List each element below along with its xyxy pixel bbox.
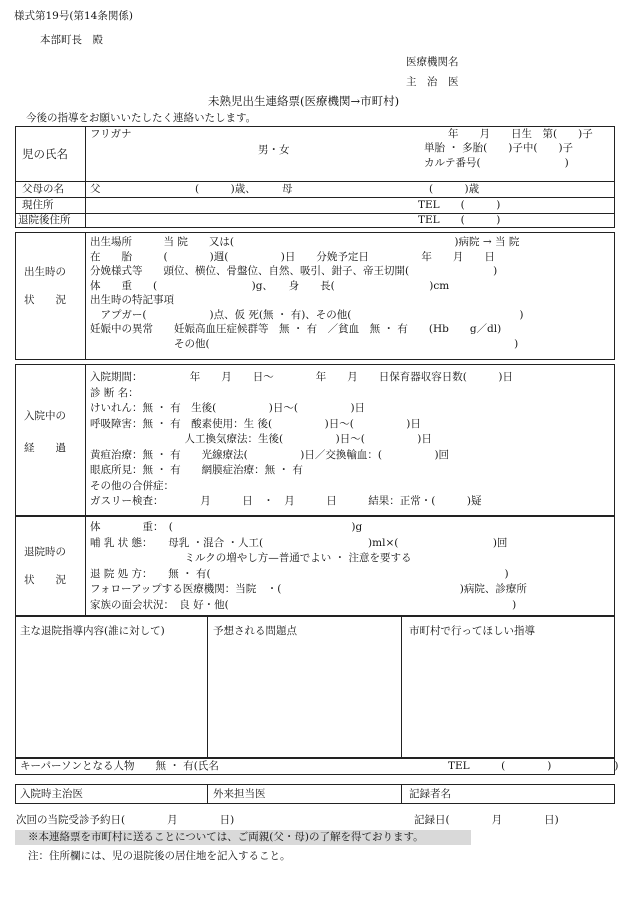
birth-line: その他( ) <box>90 337 519 350</box>
stay-label-1: 入院中の <box>24 410 66 422</box>
address-tel: TEL ( ) <box>418 199 501 211</box>
stay-line: 診 断 名： <box>90 386 139 399</box>
furigana-label: フリガナ <box>90 128 132 140</box>
stay-line: ガスリー検査： 月 日 ・ 月 日 結果：正常・( )疑 <box>90 495 482 507</box>
document-title: 未熟児出生連絡票(医療機関→市町村) <box>208 94 400 108</box>
consent-note: ※本連絡票を市町村に送ることについては、ご両親(父・母)の了解を得ております。 <box>28 831 424 843</box>
discharge-line: 哺 乳 状 態： 母乳 ・混合 ・人工( )ml×( )回 <box>90 536 508 549</box>
stay-line: 呼吸障害：無 ・ 有 酸素使用：生 後( )日～( )日 <box>90 417 421 430</box>
addressee: 本部町長 殿 <box>40 34 103 46</box>
staff-row <box>15 784 615 804</box>
birth-line: アプガー( )点、仮 死(無 ・ 有)、その他( ) <box>90 308 524 321</box>
keyperson-text: キーパーソンとなる人物 無 ・ 有(氏名 <box>20 760 219 772</box>
birth-line: 出生時の特記事項 <box>90 294 174 306</box>
doctor-label: 主 治 医 <box>406 76 459 88</box>
guidance-content-header: 主な退院指導内容(誰に対して) <box>20 625 165 637</box>
keyperson-tel: TEL ( ) ) <box>448 760 619 772</box>
birth-label-1: 出生時の <box>24 266 66 278</box>
stay-line: 眼底所見：無 ・ 有 網膜症治療：無 ・ 有 <box>90 464 303 476</box>
birth-line: 在 胎 ( )週( )日 分娩予定日 年 月 日 <box>90 250 495 263</box>
stay-line: その他の合併症： <box>90 479 174 492</box>
birth-label-2: 状 況 <box>24 294 66 306</box>
outpatient-doctor-label: 外来担当医 <box>213 788 266 800</box>
stay-line: 黄疸治療：無 ・ 有 光線療法( )日／交換輸血：( )回 <box>90 448 450 461</box>
intro-text: 今後の指導をお願いいたしたく連絡いたします。 <box>26 112 257 124</box>
institution-label: 医療機関名 <box>406 56 459 68</box>
birth-line: 妊娠中の異常 妊娠高血圧症候群等 無 ・ 有 ／貧血 無 ・ 有 (Hb g／dl) <box>90 323 502 335</box>
admission-doctor-label: 入院時主治医 <box>20 788 83 800</box>
address-note: 注：住所欄には、児の退院後の居住地を記入すること。 <box>28 850 291 862</box>
stay-line: 入院期間： 年 月 日～ 年 月 日保育器収容日数( )日 <box>90 371 513 383</box>
stay-line: 人工換気療法：生後( )日～( )日 <box>90 433 432 445</box>
chart-number: カルテ番号( ) <box>424 157 569 169</box>
post-address-label: 退院後住所 <box>18 214 71 226</box>
record-date-line: 記録日( 月 日) <box>414 814 559 826</box>
multiple-birth-line: 単胎 ・ 多胎( )子中( )子 <box>424 142 574 154</box>
birth-line: 出生場所 当 院 又は( )病院 → 当 院 <box>90 236 520 248</box>
birth-lines <box>90 236 524 352</box>
birth-line: 体 重 ( )g、 身 長( )cm <box>90 279 450 292</box>
discharge-lines <box>90 521 527 614</box>
form-number: 様式第19号(第14条関係) <box>14 10 133 22</box>
stay-line: けいれん：無 ・ 有 生後( )日～( )日 <box>90 402 366 414</box>
discharge-line: 退 院 処 方： 無 ・ 有( ) <box>90 567 509 580</box>
next-visit-line: 次回の当院受診予約日( 月 日) <box>16 814 235 826</box>
stay-label-2: 経 過 <box>24 442 66 454</box>
recorder-label: 記録者名 <box>409 788 451 800</box>
parents-label: 父母の名 <box>22 183 64 195</box>
municipal-guidance-header: 市町村で行ってほしい指導 <box>409 625 535 637</box>
address-label: 現住所 <box>22 199 54 211</box>
discharge-line: フォローアップする医療機関：当院 ・( )病院、診療所 <box>90 583 527 595</box>
parents-line: 父 ( )歳、 母 ( )歳 <box>90 183 480 195</box>
child-name-label: 児の氏名 <box>22 147 68 161</box>
discharge-line: 家族の面会状況： 良 好・他( ) <box>90 598 517 611</box>
discharge-line: ミルクの増やし方—普通でよい ・ 注意を要する <box>90 552 412 564</box>
birth-line: 分娩様式等 頭位、横位、骨盤位、自然、吸引、鉗子、帝王切開( ) <box>90 265 498 277</box>
discharge-label-1: 退院時の <box>24 546 66 558</box>
stay-lines <box>90 371 513 511</box>
sex-selector[interactable]: 男・女 <box>258 144 290 156</box>
expected-issues-header: 予想される問題点 <box>213 625 297 637</box>
post-address-tel: TEL ( ) <box>418 214 501 226</box>
discharge-line: 体 重： ( )g <box>90 521 363 533</box>
discharge-label-2: 状 況 <box>24 574 66 586</box>
birth-date-line: 年 月 日生 第( )子 <box>448 128 593 140</box>
